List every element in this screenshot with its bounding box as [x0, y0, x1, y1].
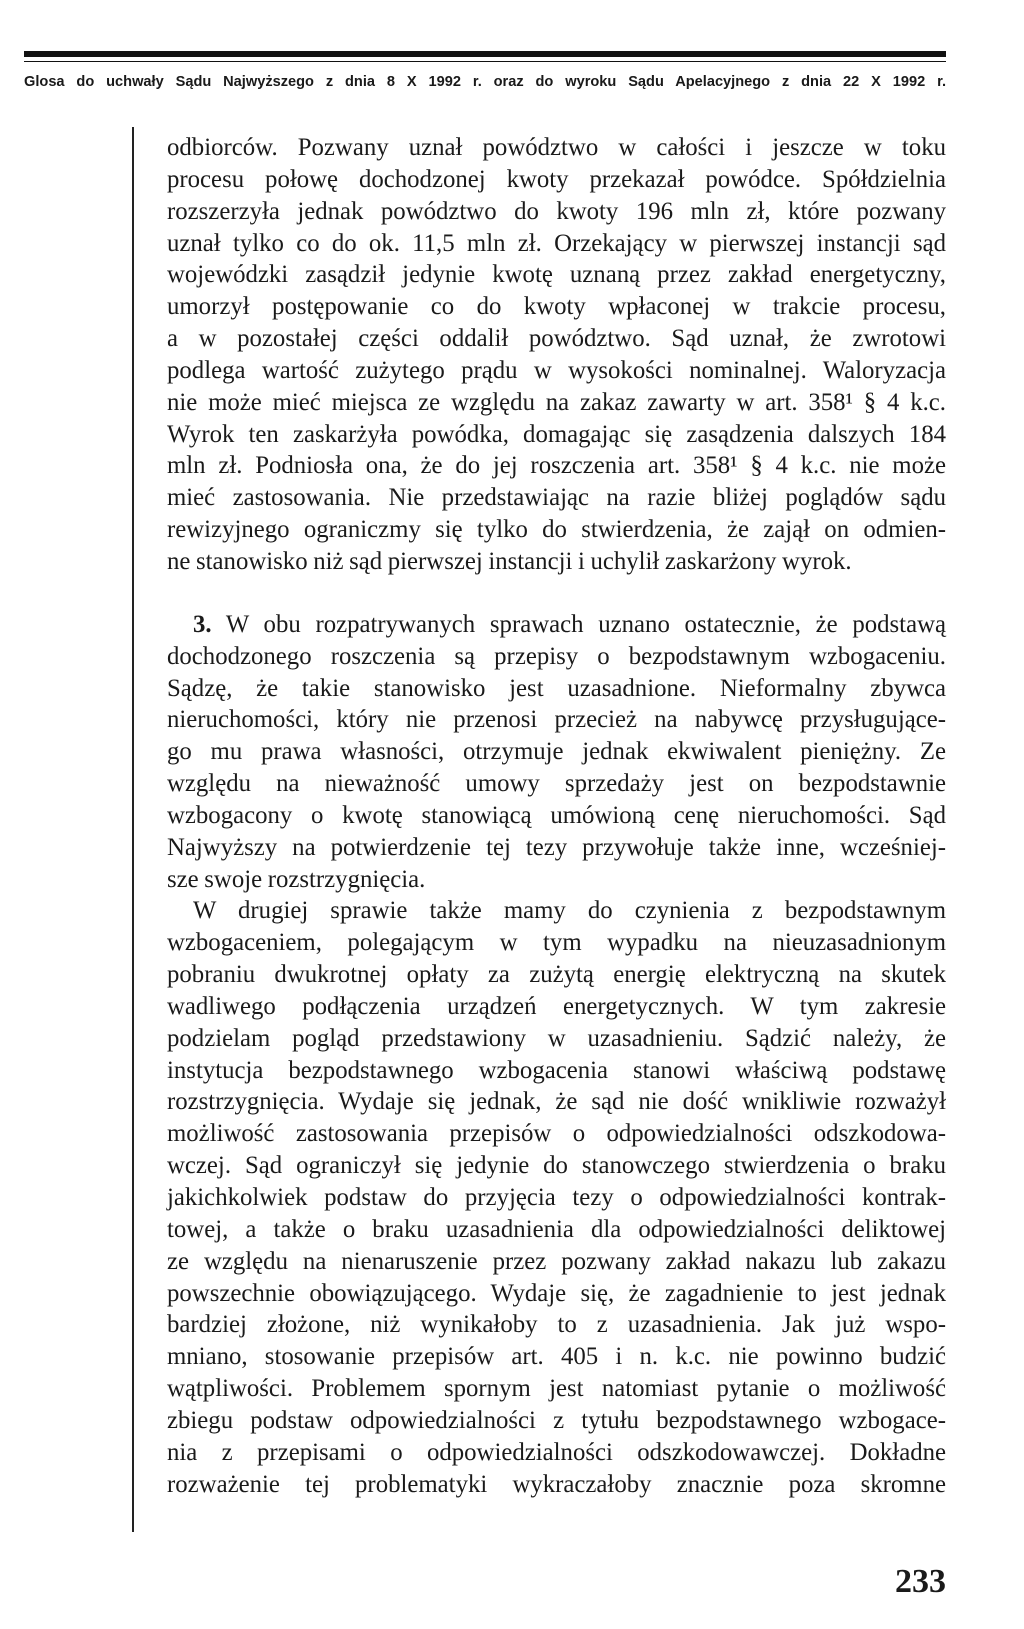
text-line: odbiorców. Pozwany uznał powództwo w całości i jeszcze w toku: [167, 134, 946, 161]
page-number: 233: [895, 1563, 946, 1600]
text-line: wzbogacony o kwotę stanowiącą umówioną cenę nieruchomości. Sąd: [167, 801, 946, 829]
text-line: a w pozostałej części oddalił powództwo. Sąd uznał, że zwrotowi: [167, 325, 946, 353]
text-line: wadliwego podłączenia urządzeń energetycznych. W tym zakresie: [167, 992, 946, 1020]
section-3: [167, 609, 946, 896]
text-line: procesu połowę dochodzonej kwoty przekazał powódce. Spółdzielnia: [167, 165, 946, 193]
text-line: nieruchomości, który nie przenosi przecież na nabywcę przysługujące-: [167, 706, 946, 734]
text-line: jakichkolwiek podstaw do przyjęcia tezy o odpowiedzialności kontrak-: [167, 1184, 946, 1211]
text-line: umorzył postępowanie co do kwoty wpłaconej w trakcie procesu,: [167, 293, 946, 321]
text-line: pobraniu dwukrotnej opłaty za zużytą energię elektryczną na skutek: [167, 961, 946, 989]
text-line: dochodzonego roszczenia są przepisy o bezpodstawnym wzbogaceniu.: [167, 642, 946, 670]
paragraph-second-case: [167, 895, 946, 1500]
text-line: zbiegu podstaw odpowiedzialności z tytułu bezpodstawnego wzbogace-: [167, 1406, 946, 1434]
text-line: rozważenie tej problematyki wykraczałoby znacznie poza skromne: [167, 1470, 946, 1498]
text-line: podlega wartość zużytego prądu w wysokości nominalnej. Waloryzacja: [167, 356, 946, 384]
text-line: mieć zastosowania. Nie przedstawiając na razie bliżej poglądów sądu: [167, 484, 946, 512]
text-line: uznał tylko co do ok. 11,5 mln zł. Orzekający w pierwszej instancji sąd: [167, 229, 946, 257]
section-gap: [167, 578, 946, 609]
text-line: rozstrzygnięcia. Wydaje się jednak, że sąd nie dość wnikliwie rozważył: [167, 1088, 946, 1116]
text-line: Wyrok ten zaskarżyła powódka, domagając się zasądzenia dalszych 184: [167, 420, 946, 448]
text-line: wątpliwości. Problemem spornym jest natomiast pytanie o możliwość: [167, 1375, 946, 1403]
text-line: nie może mieć miejsca ze względu na zakaz zawarty w art. 358¹ § 4 k.c.: [167, 388, 946, 416]
section-first-line-text: W obu rozpatrywanych sprawach uznano ostatecznie, że podstawą: [211, 610, 946, 638]
text-line: podzielam pogląd przedstawiony w uzasadnieniu. Sądzić należy, że: [167, 1024, 946, 1052]
text-line: towej, a także o braku uzasadnienia dla odpowiedzialności deliktowej: [167, 1215, 946, 1243]
section-first-line: [167, 609, 946, 641]
text-line: nia z przepisami o odpowiedzialności odszkodowawczej. Dokładne: [167, 1438, 946, 1466]
text-line: mln zł. Podniosła ona, że do jej roszczenia art. 358¹ § 4 k.c. nie może: [167, 452, 946, 480]
text-line: Sądzę, że takie stanowisko jest uzasadnione. Nieformalny zbywca: [167, 674, 946, 702]
text-line: W drugiej sprawie także mamy do czynienia z bezpodstawnym: [193, 897, 946, 925]
text-line: rozszerzyła jednak powództwo do kwoty 196 mln zł, które pozwany: [167, 197, 946, 225]
text-line: wojewódzki zasądził jedynie kwotę uznaną przez zakład energetyczny,: [167, 261, 946, 289]
header-rule-thin: [24, 61, 946, 62]
text-line: względu na nieważność umowy sprzedaży jest on bezpodstawnie: [167, 770, 946, 798]
text-line: ne stanowisko niż sąd pierwszej instancji i uchylił zaskarżony wyrok.: [167, 547, 852, 575]
page-body: [167, 132, 946, 1500]
text-line: możliwość zastosowania przepisów o odpowiedzialności odszkodowa-: [167, 1120, 946, 1148]
text-line: Najwyższy na potwierdzenie tej tezy przywołuje także inne, wcześniej-: [167, 833, 946, 861]
text-line: powszechnie obowiązującego. Wydaje się, że zagadnienie to jest jednak: [167, 1279, 946, 1307]
header-rule-thick: [24, 51, 946, 57]
text-line: wczej. Sąd ograniczył się jedynie do stanowczego stwierdzenia o braku: [167, 1152, 946, 1180]
running-header: Glosa do uchwały Sądu Najwyższego z dnia 8 X 1992 r. oraz do wyroku Sądu Apelacyjnego z dnia 22 X 1992 r.: [24, 74, 946, 90]
text-line: go mu prawa własności, otrzymuje jednak ekwiwalent pieniężny. Ze: [167, 738, 946, 766]
text-line: instytucja bezpodstawnego wzbogacenia stanowi właściwą podstawę: [167, 1056, 946, 1084]
text-line: mniano, stosowanie przepisów art. 405 i n. k.c. nie powinno budzić: [167, 1343, 946, 1371]
text-line: ze względu na nienaruszenie przez pozwany zakład nakazu lub zakazu: [167, 1247, 946, 1275]
text-line: rewizyjnego ograniczmy się tylko do stwierdzenia, że zajął on odmien-: [167, 516, 946, 544]
margin-marker-bar: [132, 127, 134, 1532]
section-number: 3.: [193, 610, 212, 638]
paragraph-continuation: [167, 132, 946, 578]
text-line: bardziej złożone, niż wynikałoby to z uzasadnienia. Jak już wspo-: [167, 1311, 946, 1339]
text-line: wzbogaceniem, polegającym w tym wypadku na nieuzasadnionym: [167, 929, 946, 957]
text-line: sze swoje rozstrzygnięcia.: [167, 865, 426, 893]
